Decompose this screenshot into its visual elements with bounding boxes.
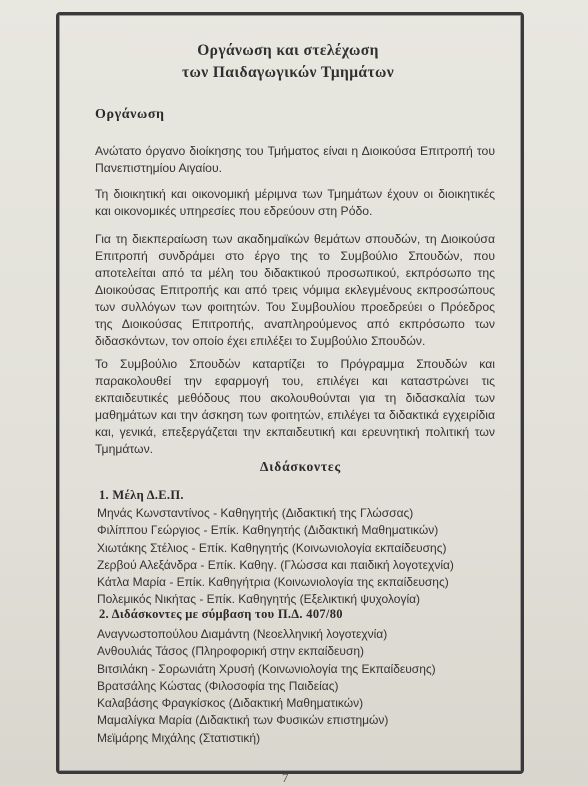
contract-teacher: Αναγνωστοπούλου Διαμάντη (Νεοελληνική λογοτεχνία) <box>97 627 388 641</box>
faculty-member: Ζερβού Αλεξάνδρα - Επίκ. Καθηγ. (Γλώσσα και παιδική λογοτεχνία) <box>97 557 454 572</box>
contract-teacher: Ανθουλιάς Τάσος (Πληροφορική στην εκπαίδευση) <box>97 644 365 659</box>
page-title-line-1: Οργάνωση και στελέχωση <box>197 42 379 59</box>
contract-teacher: Μαμαλίγκα Μαρία (Διδακτική των Φυσικών επιστημών) <box>97 713 389 728</box>
organization-heading: Οργάνωση <box>95 107 165 122</box>
page-number: 7 <box>282 770 289 785</box>
faculty-group-heading: 1. Μέλη Δ.Ε.Π. <box>99 488 184 502</box>
contract-teacher: Βρατσάλης Κώστας (Φιλοσοφία της Παιδείας) <box>97 678 339 693</box>
page-title-line-2: των Παιδαγωγικών Τμημάτων <box>181 64 395 81</box>
organization-paragraph-1: Ανώτατο όργανο διοίκησης του Τμήματος είναι η Διοικούσα Επιτροπή του Πανεπιστημίου Αιγαίου. <box>95 144 495 175</box>
organization-paragraph-2: Τη διοικητική και οικονομική μέριμνα των Τμημάτων έχουν οι διοικητικές και οικονομικές υπηρεσίες που εδρεύουν στη Ρόδο. <box>95 187 495 218</box>
contract-teacher: Μεϊμάρης Μιχάλης (Στατιστική) <box>97 730 261 745</box>
faculty-member: Κάτλα Μαρία - Επίκ. Καθηγήτρια (Κοινωνιολογία της εκπαίδευσης) <box>97 575 449 590</box>
faculty-member: Φιλίππου Γεώργιος - Επίκ. Καθηγητής (Διδακτική Μαθηματικών) <box>97 523 439 538</box>
faculty-member: Χιωτάκης Στέλιος - Επίκ. Καθηγητής (Κοινωνιολογία εκπαίδευσης) <box>97 540 447 555</box>
contract-teachers-group-heading: 2. Διδάσκοντες με σύμβαση του Π.Δ. 407/80 <box>99 607 343 621</box>
organization-paragraph-4: Το Συμβούλιο Σπουδών καταρτίζει το Πρόγραμμα Σπουδών και παρακολουθεί την εφαρμογή του, επιλέγει και καταστρώνει τις εκπαιδευτικές μεθόδους που ακολουθούνται για τη διδασκαλία των μαθημάτων και την άσκηση των φοιτητών, επιλέγει τα διδακτικά εγχειρίδια και, γενικά, επεξεργάζεται την εκπαιδευτική και ερευνητική πολιτική των Τμημάτων. <box>95 357 495 456</box>
contract-teacher: Καλαβάσης Φραγκίσκος (Διδακτική Μαθηματικών) <box>97 696 364 711</box>
contract-teacher-list <box>97 626 436 747</box>
faculty-member: Πολεμικός Νικήτας - Επίκ. Καθηγητής (Εξελικτική ψυχολογία) <box>97 592 421 607</box>
faculty-member: Μηνάς Κωνσταντίνος - Καθηγητής (Διδακτική της Γλώσσας) <box>97 506 414 520</box>
organization-paragraph-3: Για τη διεκπεραίωση των ακαδημαϊκών θεμάτων σπουδών, τη Διοικούσα Επιτροπή συνδράμει στο έργο της το Συμβούλιο Σπουδών, που αποτελείται από τα μέλη του διδακτικού προσωπικού, εκπρόσωπο της Διοικούσας Επιτροπής και από τρεις νόμιμα εκλεγμένους εκπροσώπους των συλλόγων των φοιτητών. Του Συμβουλίου προεδρεύει ο Πρόεδρος της Διοικούσας Επιτροπής, αναπληρούμενος από εκπρόσωπο των διδασκόντων, τον οποίο έχει επιλέξει το Συμβούλιο Σπουδών. <box>95 232 495 348</box>
contract-teacher: Βιτσιλάκη - Σορωνιάτη Χρυσή (Κοινωνιολογία της Εκπαίδευσης) <box>97 661 436 676</box>
teachers-heading: Διδάσκοντες <box>260 459 341 474</box>
faculty-member-list <box>97 505 454 609</box>
